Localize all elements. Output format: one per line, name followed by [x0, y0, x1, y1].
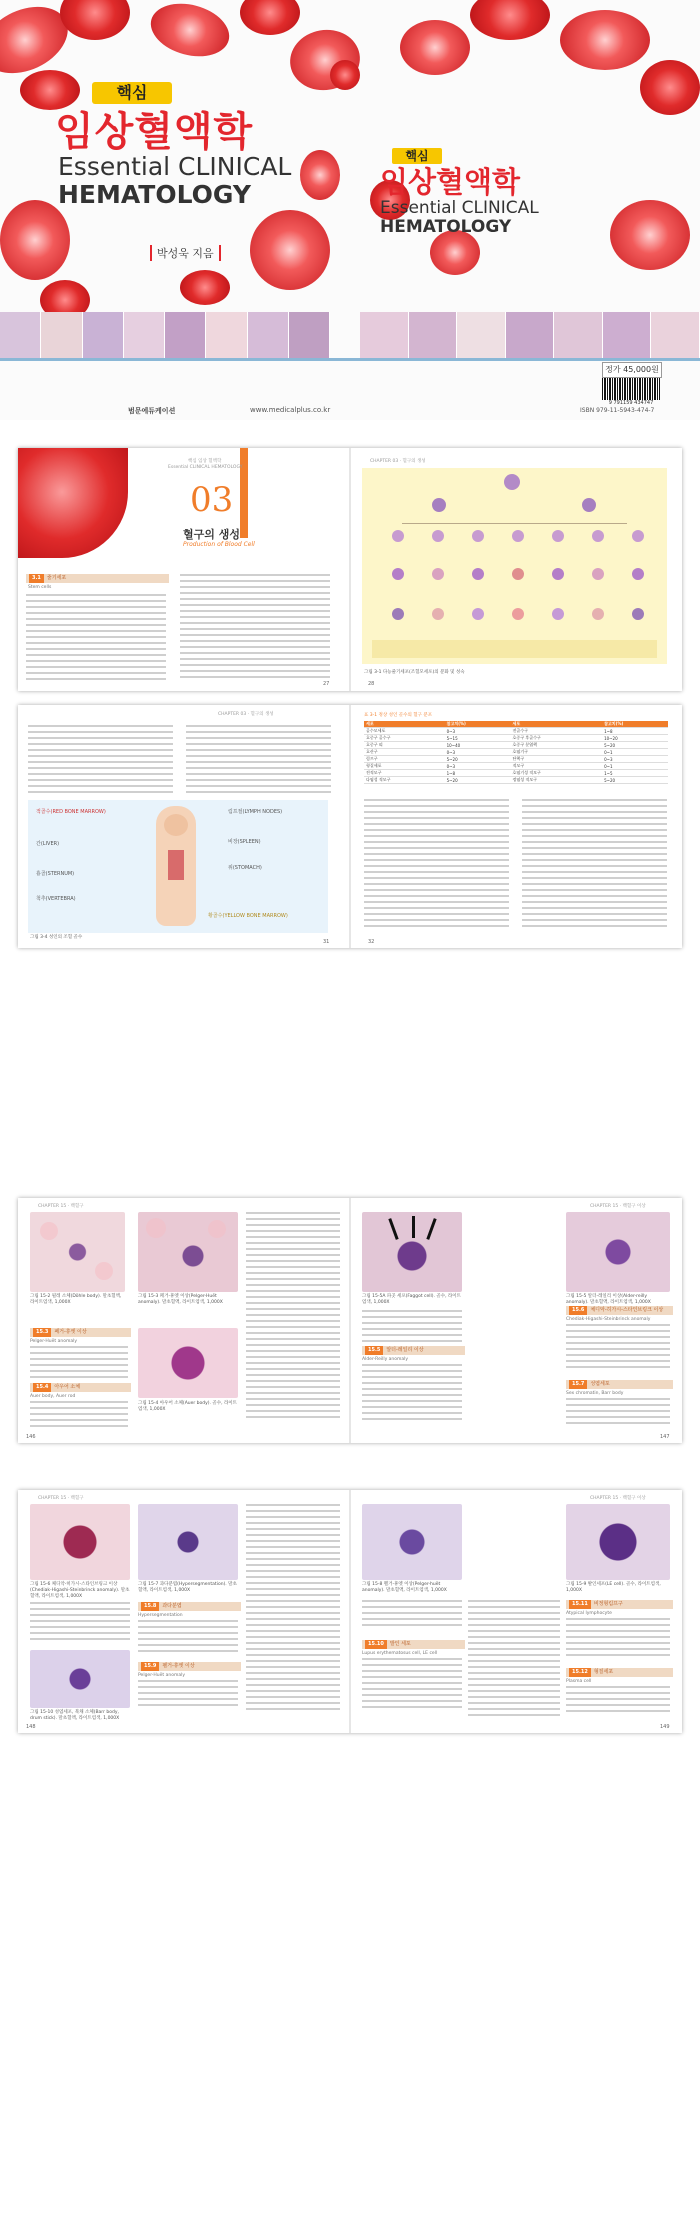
section-heading [566, 1600, 673, 1609]
table-cell: 정염성 적모구 [511, 777, 603, 784]
section-title-en: Pelger-Huët anomaly [138, 1673, 185, 1678]
table-caption: 표 3-1 정상 성인 골수의 혈구 분포 [364, 713, 433, 718]
section-title: 줄기세포 [46, 575, 67, 581]
page-27 [18, 448, 350, 691]
table-cell: 0~1 [602, 763, 668, 770]
section-title: 형질세포 [593, 1669, 614, 1675]
chapter-title-en: Production of Blood Cell [183, 541, 255, 548]
table-cell: 1~8 [602, 728, 668, 735]
table-cell: 호산구 [364, 749, 445, 756]
section-heading [566, 1380, 673, 1389]
section-heading [26, 574, 169, 583]
label-stomach: 위(STOMACH) [228, 865, 262, 871]
rbc-image [60, 0, 130, 40]
section-title-en: Pelger-Huët anomaly [30, 1339, 77, 1344]
barcode-image [602, 378, 660, 400]
body-text [138, 1620, 238, 1656]
cell-icon [632, 608, 644, 620]
cover-title-en-2: HEMATOLOGY [58, 180, 251, 209]
diagram-line [402, 523, 627, 524]
page-147 [350, 1198, 682, 1443]
micrograph-auer [138, 1328, 238, 1398]
cell-icon [552, 608, 564, 620]
table-row [364, 777, 668, 784]
spread-leukocyte-1 [18, 1198, 682, 1443]
spread-leukocyte-2 [18, 1490, 682, 1733]
cell-icon [392, 530, 404, 542]
running-header: CHAPTER 15 · 백혈구 [38, 1496, 84, 1501]
rbc-image [250, 210, 330, 290]
page-149 [350, 1490, 682, 1733]
micrograph-strip [360, 312, 700, 358]
figure-caption: 그림 15-10 성엽세포, 북채 소체(Barr body, drum stick). 말초혈액, 라이트염색, 1,000X [30, 1710, 120, 1721]
body-text [364, 799, 509, 931]
rbc-image [560, 10, 650, 70]
table-cell: 5~20 [602, 742, 668, 749]
section-number: 15.8 [141, 1602, 159, 1611]
body-text [362, 1600, 462, 1630]
figure-caption: 그림 15-4 아우어 소체(Auer body). 골수, 라이트염색, 1,000X [138, 1401, 238, 1412]
table-cell: 1~8 [445, 770, 511, 777]
label-yellow-marrow: 황골수(YELLOW BONE MARROW) [208, 913, 288, 919]
section-title: 성엽세포 [590, 1381, 610, 1387]
section-heading [138, 1662, 241, 1671]
figure-caption: 그림 15-6 체디악-히가시-스타인브링크 이상(Chediak-Higashi-Steinbrinck anomaly). 말초혈액, 라이트염색, 1,000X [30, 1582, 130, 1599]
section-number: 15.10 [365, 1640, 387, 1649]
cell-icon [632, 568, 644, 580]
body-text [26, 594, 166, 684]
rbc-icon [208, 1220, 226, 1238]
cell-icon [512, 568, 524, 580]
body-text [30, 1346, 128, 1382]
section-number: 15.11 [569, 1600, 591, 1609]
rbc-image [400, 20, 470, 75]
body-text [566, 1324, 670, 1372]
figure-caption: 그림 15-5A 파곳 세포(Faggot cell). 골수, 라이트염색, 1,000X [362, 1294, 461, 1305]
table-cell: 0~1 [602, 749, 668, 756]
table-row [364, 735, 668, 742]
section-title-en: Plasma cell [566, 1679, 592, 1684]
table-cell: 1~5 [602, 770, 668, 777]
table-cell: 호중구 골수구 [364, 735, 445, 742]
table-header: 참고치(%) [445, 721, 511, 728]
page-31 [18, 705, 350, 948]
micrograph-faggot [362, 1212, 462, 1292]
rbc-image [300, 150, 340, 200]
running-header: CHAPTER 03 · 혈구의 생성 [218, 712, 274, 717]
section-title: 페거-휴엣 이상 [54, 1329, 87, 1335]
label-lymph-nodes: 림프절(LYMPH NODES) [228, 809, 283, 815]
section-title: 펠거-휴엣 이상 [162, 1663, 195, 1669]
micrograph-pelger-2 [362, 1504, 462, 1580]
section-title: 체디악-히가시-스타인브링크 이상 [590, 1307, 664, 1313]
cell-icon [552, 530, 564, 542]
table-row [364, 756, 668, 763]
table-cell: 호염기성 적모구 [511, 770, 603, 777]
rbc-image [0, 200, 70, 280]
cover-divider [0, 358, 700, 361]
micrograph-pelger [138, 1212, 238, 1292]
marrow-table [364, 721, 668, 784]
table-cell: 0~3 [445, 728, 511, 735]
cell-icon [552, 568, 564, 580]
section-number: 3.1 [29, 574, 44, 583]
rbc-image [330, 60, 360, 90]
running-header: CHAPTER 15 · 백혈구 이상 [590, 1496, 646, 1501]
arrow-icon [426, 1218, 436, 1240]
section-title-en: Sex chromatin, Barr body [566, 1391, 624, 1396]
body-text [362, 1658, 462, 1712]
body-text [30, 1401, 128, 1431]
section-title-en: Stem cells [28, 585, 52, 590]
chapter-number: 03 [190, 480, 234, 520]
spine-badge: 핵심 [392, 148, 442, 164]
running-header: CHAPTER 15 · 백혈구 [38, 1204, 84, 1209]
table-cell: 전골수구 [511, 728, 603, 735]
rbc-image [610, 200, 690, 270]
section-number: 15.4 [33, 1383, 51, 1392]
section-heading [138, 1602, 241, 1611]
micrograph-le-cell [566, 1504, 670, 1580]
section-heading [30, 1328, 131, 1337]
price-label: 정가 45,000원 [602, 362, 662, 378]
page-number: 31 [323, 939, 330, 945]
publisher-name: 범문에듀케이션 [128, 407, 176, 415]
section-title-en: Hypersegmentation [138, 1613, 183, 1618]
label-vertebra: 척추(VERTEBRA) [36, 896, 76, 902]
section-title-en: Atypical lymphocyte [566, 1611, 612, 1616]
mature-cells-row [372, 640, 657, 658]
table-cell: 10~20 [602, 735, 668, 742]
section-title: 아우어 소체 [54, 1384, 81, 1390]
section-number: 15.6 [569, 1306, 587, 1315]
figure-caption: 그림 15-2 될레 소체(Döhle body). 말초혈액, 라이트염색, 1,000X [30, 1294, 122, 1305]
body-text [28, 725, 173, 797]
barcode-digits: 9 791159 434747 [608, 400, 654, 406]
cell-icon [512, 608, 524, 620]
section-number: 15.9 [141, 1662, 159, 1671]
table-header: 세포 [511, 721, 603, 728]
body-text [246, 1504, 340, 1714]
cell-icon [432, 530, 444, 542]
rbc-icon [146, 1218, 166, 1238]
section-number: 15.7 [569, 1380, 587, 1389]
table-cell: 다염성 적모구 [364, 777, 445, 784]
section-heading [566, 1668, 673, 1677]
progenitor-cell-icon [432, 498, 446, 512]
table-cell: 5~20 [602, 777, 668, 784]
rbc-icon [95, 1262, 113, 1280]
micrograph-chediak [30, 1504, 130, 1580]
table-cell: 호중구 분엽핵 [511, 742, 603, 749]
isbn-text: ISBN 979-11-5943-474-7 [580, 407, 655, 414]
section-title-en: Auer body, Auer rod [30, 1394, 76, 1399]
rbc-image [470, 0, 550, 40]
hematopoiesis-diagram [362, 468, 667, 664]
running-header: CHAPTER 15 · 백혈구 이상 [590, 1204, 646, 1209]
cell-icon [392, 568, 404, 580]
section-title-en: Alder-Reilly anomaly [362, 1357, 409, 1362]
section-heading [362, 1640, 465, 1649]
body-text [30, 1602, 130, 1644]
page-number: 147 [660, 1434, 670, 1440]
body-text [186, 725, 331, 797]
arrow-icon [388, 1218, 398, 1240]
table-cell: 5~15 [445, 735, 511, 742]
table-row [364, 763, 668, 770]
body-text [468, 1600, 560, 1720]
spread-chapter-03 [18, 448, 682, 691]
page-28 [350, 448, 682, 691]
figure-caption: 그림 15-5 알더-레일리 이상(Alder-reilly anomaly). 말초혈액, 라이트염색, 1,000X [566, 1294, 651, 1305]
rbc-image [145, 0, 235, 65]
micrograph-barr [30, 1650, 130, 1708]
cell-icon [472, 530, 484, 542]
table-row [364, 728, 668, 735]
table-cell: 형질세포 [364, 763, 445, 770]
cover-title-kr: 임상혈액학 [55, 109, 254, 155]
body-text [566, 1398, 670, 1428]
table-cell: 5~20 [445, 756, 511, 763]
table-cell: 10~40 [445, 742, 511, 749]
body-text [566, 1686, 670, 1716]
section-title-en: Lupus erythematosus cell, LE cell [362, 1651, 438, 1656]
publisher-website: www.medicalplus.co.kr [250, 406, 331, 414]
table-header: 세포 [364, 721, 445, 728]
label-liver: 간(LIVER) [36, 841, 60, 847]
section-number: 15.5 [365, 1346, 383, 1355]
table-cell: 0~3 [602, 756, 668, 763]
label-spleen: 비장(SPLEEN) [228, 839, 261, 845]
rbc-image [640, 60, 700, 115]
label-red-marrow: 적골수(RED BONE MARROW) [36, 809, 106, 815]
section-number: 15.3 [33, 1328, 51, 1337]
figure-caption: 그림 15-7 과다분엽(Hypersegmentation). 말초혈액, 라이트염색, 1,000X [138, 1582, 237, 1593]
micrograph-hyperseg [138, 1504, 238, 1580]
body-text [246, 1212, 340, 1422]
body-text [522, 799, 667, 931]
spine-title-en-2: HEMATOLOGY [380, 217, 512, 237]
stem-cell-icon [504, 474, 520, 490]
marrow-region [168, 850, 184, 880]
page-number: 32 [368, 939, 375, 945]
bone-marrow-diagram [28, 800, 328, 933]
chapter-color-bar [240, 448, 248, 538]
body-text [362, 1364, 462, 1424]
page-32 [350, 705, 682, 948]
cell-icon [392, 608, 404, 620]
table-cell: 호중구 후골수구 [511, 735, 603, 742]
table-row [364, 742, 668, 749]
micrograph-strip [0, 312, 330, 358]
page-148 [18, 1490, 350, 1733]
label-sternum: 흉골(STERNUM) [36, 871, 75, 877]
cell-icon [432, 608, 444, 620]
page-number: 27 [323, 681, 330, 687]
section-title: 과다분엽 [162, 1603, 182, 1609]
body-text [180, 574, 330, 682]
table-cell: 호중구 띠 [364, 742, 445, 749]
spread-bone-marrow [18, 705, 682, 948]
micrograph-dohle [30, 1212, 125, 1292]
table-cell: 호염기구 [511, 749, 603, 756]
spine-title-kr: 임상혈액학 [380, 165, 521, 199]
table-cell: 전적모구 [364, 770, 445, 777]
section-number: 15.12 [569, 1668, 591, 1677]
rbc-image [180, 270, 230, 305]
table-row [364, 770, 668, 777]
book-cover [0, 0, 700, 420]
series-header: 핵심 임상 혈액학 [188, 459, 222, 464]
table-cell: 골수모세포 [364, 728, 445, 735]
cell-icon [632, 530, 644, 542]
table-cell: 림프구 [364, 756, 445, 763]
cover-author: 박성욱 지음 [150, 245, 221, 261]
chapter-rbc-image [18, 448, 128, 558]
figure-caption: 그림 15-3 페거-휴엣 이상(Pelger-Huët anomaly). 말초혈액, 라이트염색, 1,000X [138, 1294, 223, 1305]
section-heading [30, 1383, 131, 1392]
skull-icon [164, 814, 188, 836]
section-title: 발인 세포 [389, 1641, 411, 1647]
section-heading [362, 1346, 465, 1355]
body-text [566, 1618, 670, 1660]
page-number: 146 [26, 1434, 36, 1440]
cell-icon [432, 568, 444, 580]
table-cell: 5~20 [445, 777, 511, 784]
cell-icon [592, 608, 604, 620]
section-heading [566, 1306, 673, 1315]
spine-title-en-1: Essential CLINICAL [380, 198, 539, 218]
body-text [138, 1680, 238, 1710]
page-number: 28 [368, 681, 375, 687]
cover-title-en-1: Essential CLINICAL [58, 152, 292, 181]
page-146 [18, 1198, 350, 1443]
section-title: 비정형림프구 [593, 1601, 623, 1607]
progenitor-cell-icon [582, 498, 596, 512]
table-cell: 단핵구 [511, 756, 603, 763]
cell-icon [472, 568, 484, 580]
body-text [362, 1310, 462, 1346]
table-cell: 0~3 [445, 749, 511, 756]
table-row [364, 749, 668, 756]
micrograph-alder [566, 1212, 670, 1292]
rbc-image [240, 0, 300, 35]
section-title-en: Chediak-Higashi-Steinbrinck anomaly [566, 1317, 651, 1322]
figure-caption: 그림 3-4 성인의 조혈 골수 [30, 935, 83, 940]
table-cell: 0~3 [445, 763, 511, 770]
figure-caption: 그림 15-9 발인세포(LE cell). 골수, 라이트염색, 1,000X [566, 1582, 661, 1593]
chapter-title: 혈구의 생성 [183, 528, 240, 541]
cell-icon [592, 530, 604, 542]
page-number: 148 [26, 1724, 36, 1730]
section-title: 알더-레일리 이상 [386, 1347, 424, 1353]
running-header: CHAPTER 03 · 혈구의 생성 [370, 459, 426, 464]
series-header-en: Essential CLINICAL HEMATOLOGY [168, 465, 243, 470]
figure-caption: 그림 15-8 펠거-휴엣 이상(Pelger-huët anomaly). 말초혈액, 라이트염색, 1,000X [362, 1582, 447, 1593]
figure-caption: 그림 3-1 다능줄기세포(조혈모세포)의 분화 및 성숙 [364, 670, 465, 675]
table-header: 참고치(%) [602, 721, 668, 728]
rbc-icon [40, 1222, 58, 1240]
cell-icon [592, 568, 604, 580]
cell-icon [472, 608, 484, 620]
table-cell: 적모구 [511, 763, 603, 770]
cell-icon [512, 530, 524, 542]
cover-badge: 핵심 [92, 82, 172, 104]
arrow-icon [412, 1216, 415, 1238]
page-number: 149 [660, 1724, 670, 1730]
